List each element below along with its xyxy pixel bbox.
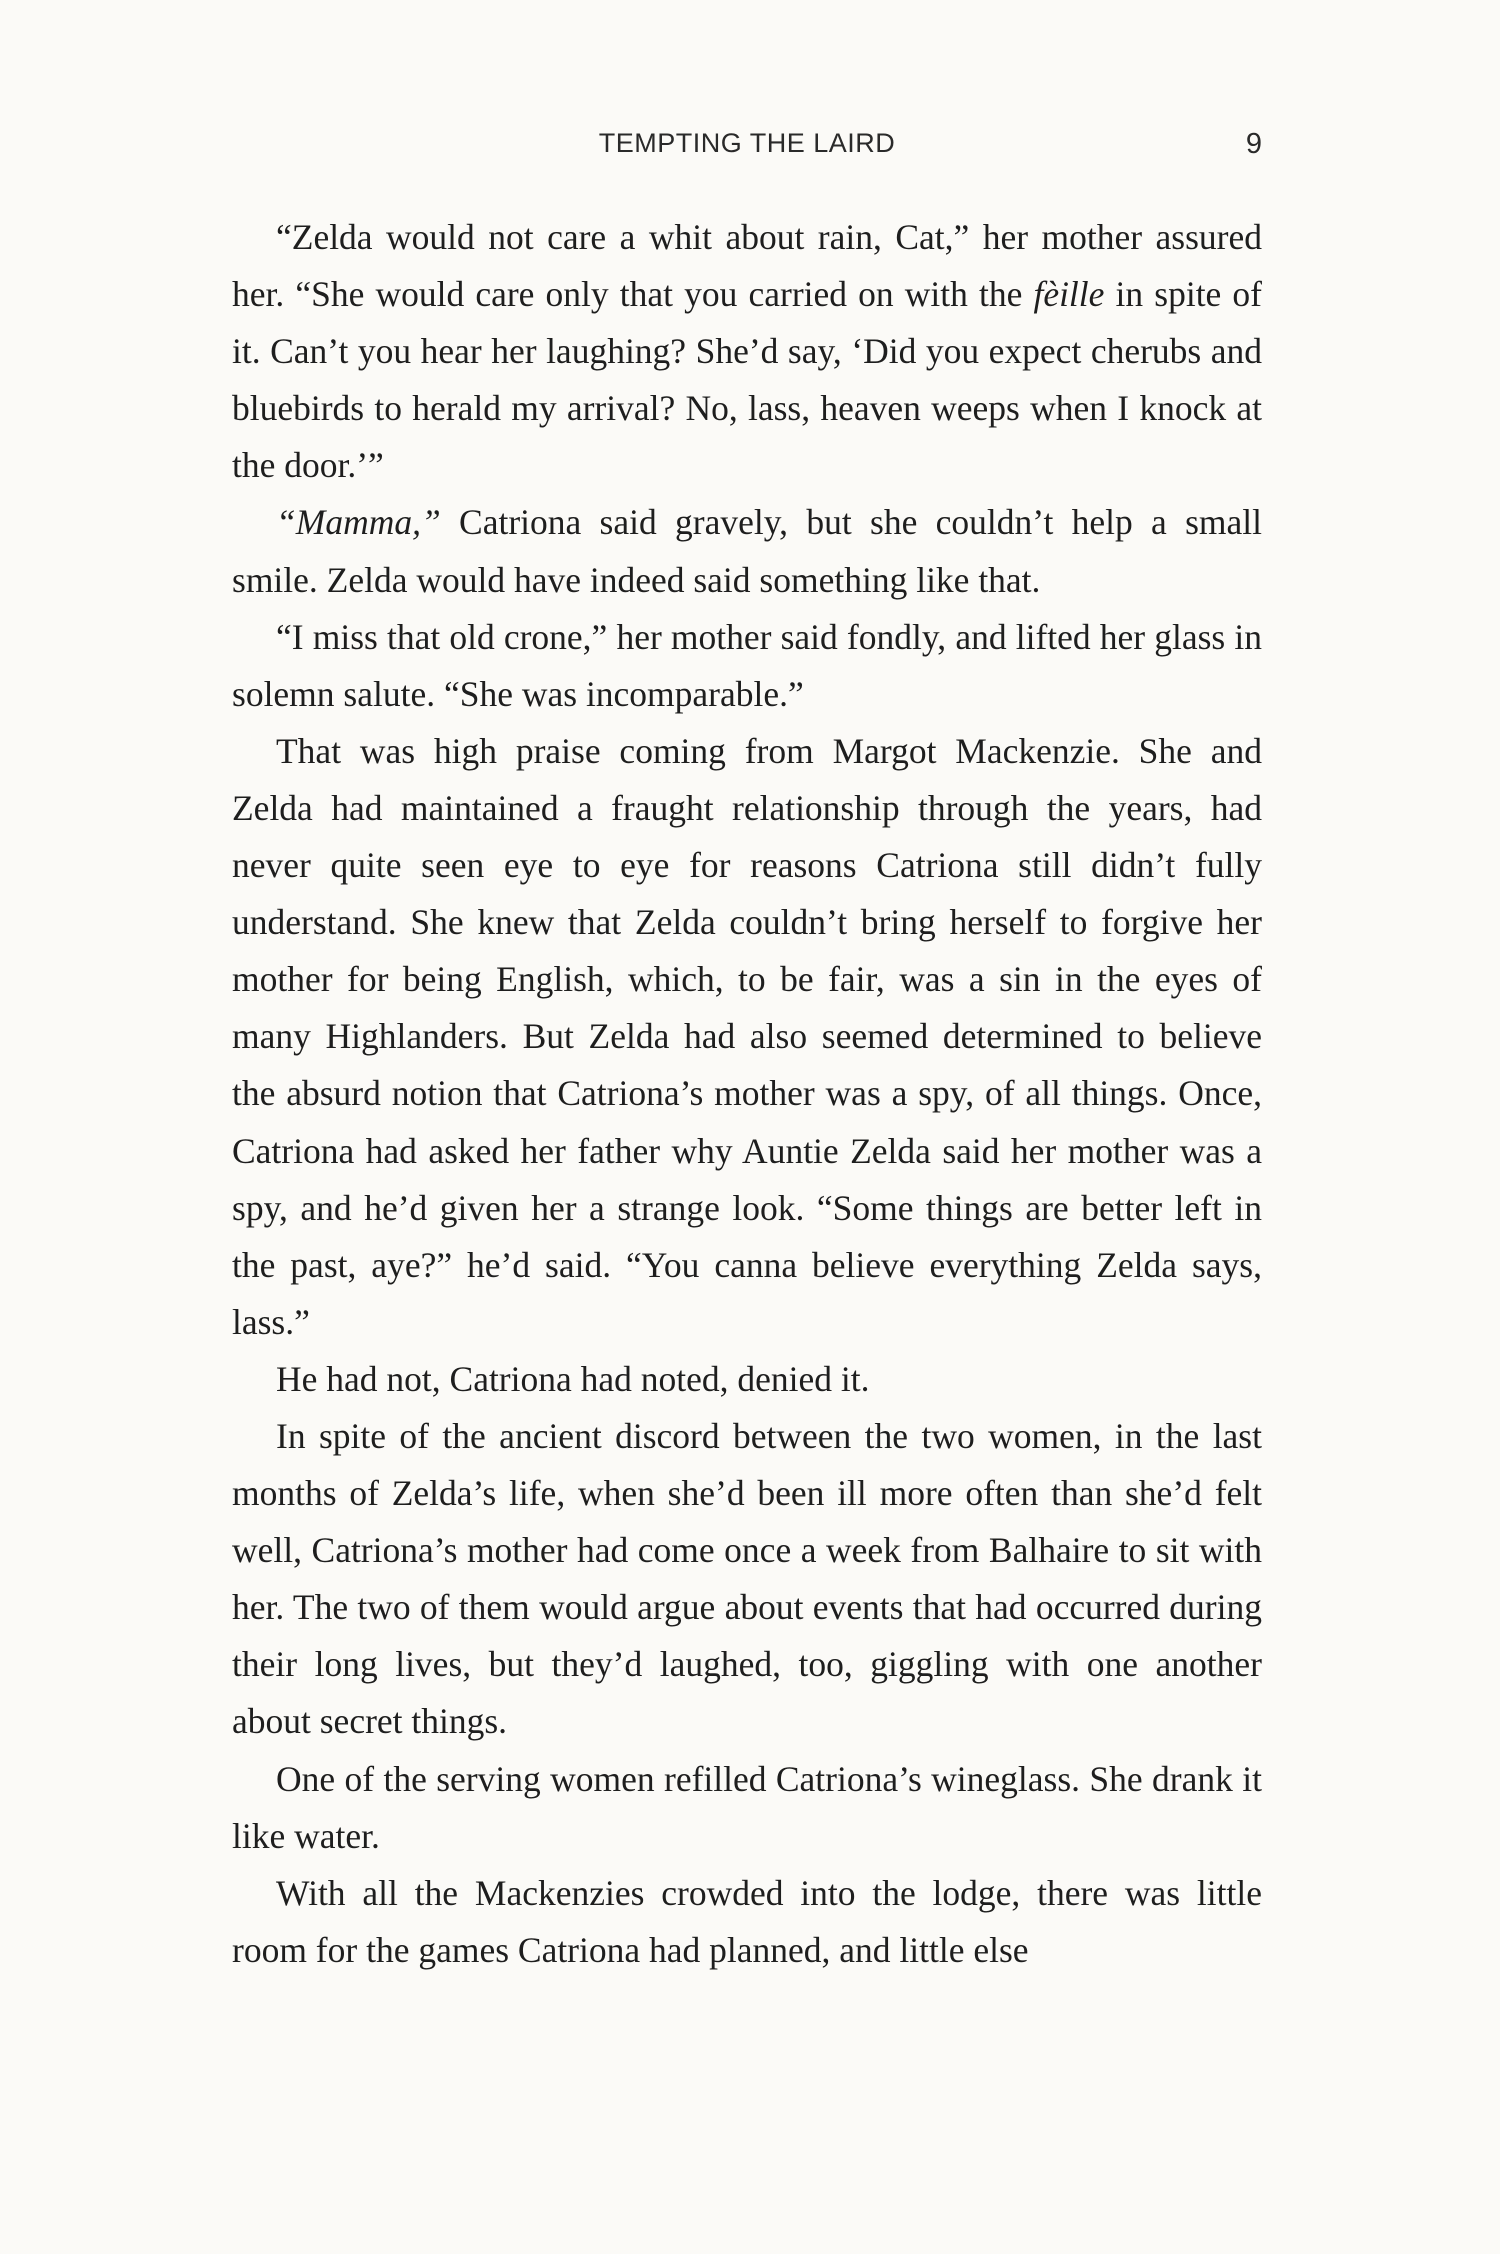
paragraph-text: Catriona said gravely, but she couldn’t help a small smile. Zelda would have indeed said something like that. — [232, 502, 1262, 600]
paragraph: One of the serving women refilled Catriona’s wineglass. She drank it like water. — [232, 1758, 1262, 1856]
paragraph: With all the Mackenzies crowded into the lodge, there was little room for the games Catriona had planned, and little else — [232, 1872, 1262, 1970]
paragraph: “I miss that old crone,” her mother said fondly, and lifted her glass in solemn salute. “She was incomparable.” — [232, 616, 1262, 714]
italic-term: “Mamma,” — [276, 502, 441, 543]
paragraph: That was high praise coming from Margot Mackenzie. She and Zelda had maintained a fraught relationship through the years, had never quite seen eye to eye for reasons Catriona still didn’t fully understand. She knew that Zelda couldn’t bring herself to forgive her mother for being English, which, to be fair, was a sin in the eyes of many Highlanders. But Zelda had also seemed determined to believe the absurd notion that Catriona’s mother was a spy, of all things. Once, Catriona had asked her father why Auntie Zelda said her mother was a spy, and he’d given her a strange look. “Some things are better left in the past, aye?” he’d said. “You canna believe everything Zelda says, lass.” — [232, 730, 1262, 1342]
paragraph-text: in spite of it. Can’t you hear her laughing? She’d say, ‘Did you expect cherubs and bluebirds to herald my arrival? No, lass, heaven weeps when I knock at the door.’” — [232, 274, 1262, 486]
paragraph-text: “Zelda would not care a whit about rain, Cat,” her mother assured her. “She would care only that you carried on with the — [232, 217, 1262, 315]
paragraph: He had not, Catriona had noted, denied it. — [276, 1358, 870, 1399]
running-title: TEMPTING THE LAIRD — [598, 128, 896, 158]
paragraph: In spite of the ancient discord between the two women, in the last months of Zelda’s life, when she’d been ill more often than she’d felt well, Catriona’s mother had come once a week from Balhaire to sit with her. The two of them would argue about events that had occurred during their long lives, but they’d laughed, too, giggling with one another about secret things. — [232, 1415, 1262, 1742]
paragraph — [232, 209, 1262, 494]
body-text — [232, 209, 1262, 1979]
page-number: 9 — [1245, 128, 1262, 160]
italic-term: fèille — [1033, 274, 1105, 315]
running-header — [232, 128, 1262, 168]
paragraph — [232, 494, 1262, 608]
